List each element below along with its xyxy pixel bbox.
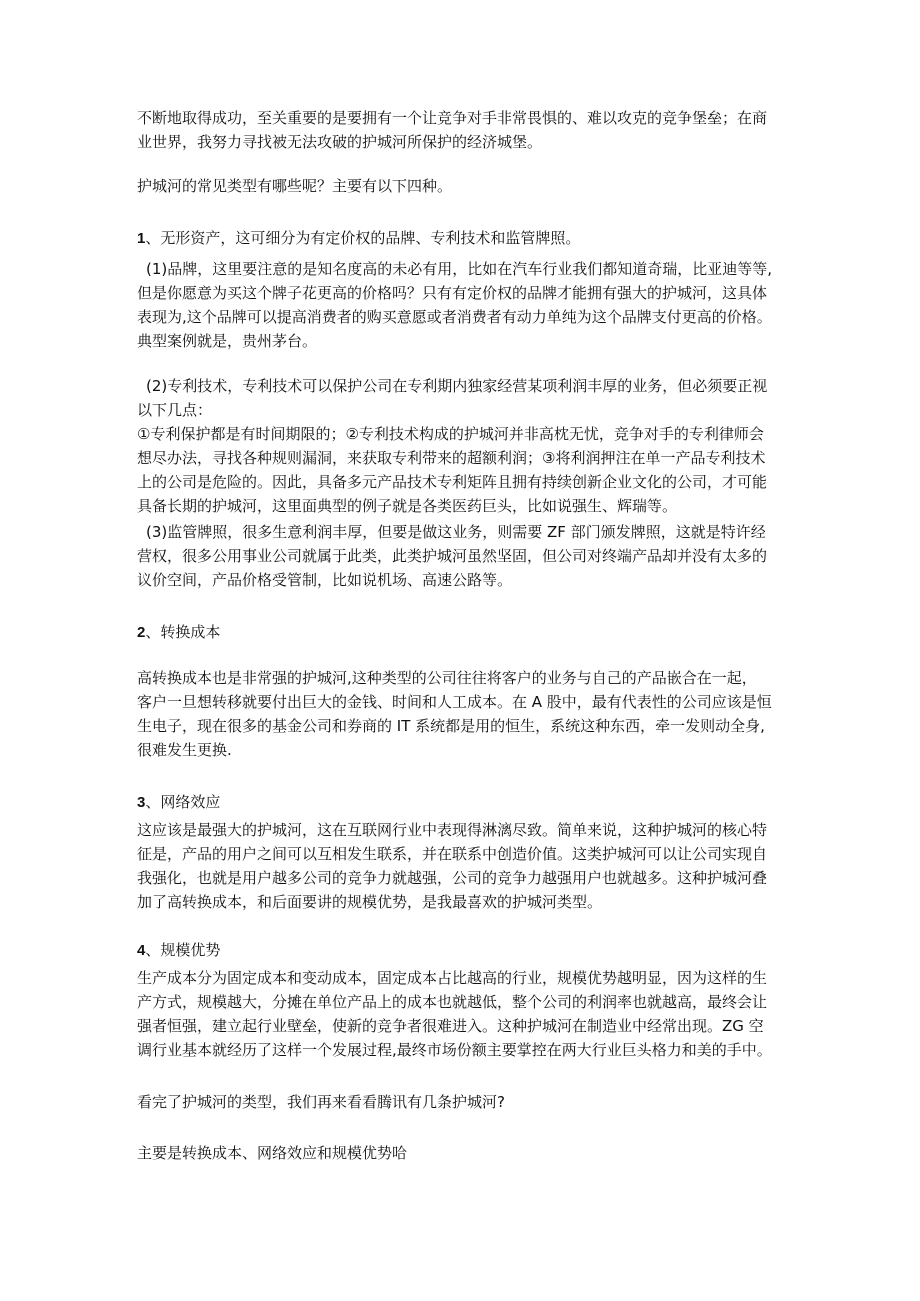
text-line: 很难发生更换. [137,741,232,759]
section-title: 、规模优势 [145,941,221,959]
patent-paragraph [137,374,795,518]
scale-advantage-paragraph [137,966,795,1062]
text-line: 主要是转换成本、网络效应和规模优势哈 [137,1144,408,1162]
question-paragraph [137,174,795,198]
text-line: 具备长期的护城河，这里面典型的例子就是各类医药巨头，比如说强生、辉瑞等。 [137,497,678,515]
text-line: 护城河的常见类型有哪些呢？主要有以下四种。 [137,177,453,195]
text-line: 生电子，现在很多的基金公司和券商的 IT 系统都是用的恒生，系统这种东西，牵一发则动全身, [137,717,765,735]
section-number: 3 [137,794,146,811]
text-line: 上的公司是危险的。因此，具备多元产品技术专利矩阵且拥有持续创新企业文化的公司，才可能 [137,473,768,491]
section-1-heading [137,226,795,250]
text-line: 议价空间，产品价格受管制，比如说机场、高速公路等。 [137,571,513,589]
license-paragraph [137,520,795,592]
text-line: 业世界，我努力寻找被无法攻破的护城河所保护的经济城堡。 [137,133,543,151]
section-title: 、无形资产，这可细分为有定价权的品牌、专利技术和监管牌照。 [145,229,581,247]
text-line: 营权，很多公用事业公司就属于此类，此类护城河虽然坚固，但公司对终端产品却并没有太多的 [137,547,768,565]
text-line: 强者恒强，建立起行业壁垒，使新的竞争者很难进入。这种护城河在制造业中经常出现。ZG 空 [137,1017,764,1035]
text-line: 产方式，规模越大，分摊在单位产品上的成本也就越低，整个公司的利润率也就越高，最终会让 [137,993,768,1011]
after-reading-paragraph [137,1090,795,1114]
text-line: 客户一旦想转移就要付出巨大的金钱、时间和人工成本。在 A 股中，最有代表性的公司应该是恒 [137,693,772,711]
text-line: 生产成本分为固定成本和变动成本，固定成本占比越高的行业，规模优势越明显，因为这样的生 [137,969,768,987]
text-line: (2)专利技术，专利技术可以保护公司在专利期内独家经营某项利润丰厚的业务，但必须要正视 [146,377,768,395]
section-3-heading [137,790,795,814]
text-line: (3)监管牌照，很多生意利润丰厚，但要是做这业务，则需要 ZF 部门颁发牌照，这就是特许经 [146,523,766,541]
text-line: ①专利保护都是有时间期限的；②专利技术构成的护城河并非高枕无忧，竞争对手的专利律师会 [137,425,764,443]
text-line: 但是你愿意为买这个牌子花更高的价格吗？只有有定价权的品牌才能拥有强大的护城河，这具体 [137,284,768,302]
text-line: (1)品牌，这里要注意的是知名度高的未必有用，比如在汽车行业我们都知道奇瑞，比亚迪等等, [146,260,773,278]
text-line: 典型案例就是，贵州茅台。 [137,332,318,350]
section-number: 2 [137,624,146,641]
network-effect-paragraph [137,818,795,914]
text-line: 表现为,这个品牌可以提高消费者的购买意愿或者消费者有动力单纯为这个品牌支付更高的价格。 [137,308,772,326]
text-line: 征是，产品的用户之间可以互相发生联系，并在联系中创造价值。这类护城河可以让公司实现自 [137,845,768,863]
text-line: 想尽办法，寻找各种规则漏洞，来获取专利带来的超额利润；③将利润押注在单一产品专利技术 [137,449,766,467]
conclusion-paragraph [137,1141,795,1165]
intro-paragraph [137,106,795,154]
section-number: 4 [137,942,146,959]
text-line: 不断地取得成功，至关重要的是要拥有一个让竞争对手非常畏惧的、难以攻克的竞争堡垒；在商 [137,109,768,127]
text-line: 加了高转换成本，和后面要讲的规模优势，是我最喜欢的护城河类型。 [137,893,603,911]
text-line: 以下几点： [137,401,213,419]
text-line: 调行业基本就经历了这样一个发展过程,最终市场份额主要掌控在两大行业巨头格力和美的手中。 [137,1041,772,1059]
switching-cost-paragraph [137,666,795,762]
brand-paragraph [137,257,795,353]
text-line: 这应该是最强大的护城河，这在互联网行业中表现得淋漓尽致。简单来说，这种护城河的核心特 [137,821,768,839]
section-4-heading [137,938,795,962]
text-line: 高转换成本也是非常强的护城河,这种类型的公司往往将客户的业务与自己的产品嵌合在一起， [137,669,757,687]
text-line: 看完了护城河的类型，我们再来看看腾讯有几条护城河? [137,1093,505,1111]
section-number: 1 [137,230,146,247]
section-title: 、转换成本 [145,623,221,641]
text-line: 我强化，也就是用户越多公司的竞争力就越强，公司的竞争力越强用户也就越多。这种护城河叠 [137,869,768,887]
section-2-heading [137,620,795,644]
section-title: 、网络效应 [145,793,221,811]
